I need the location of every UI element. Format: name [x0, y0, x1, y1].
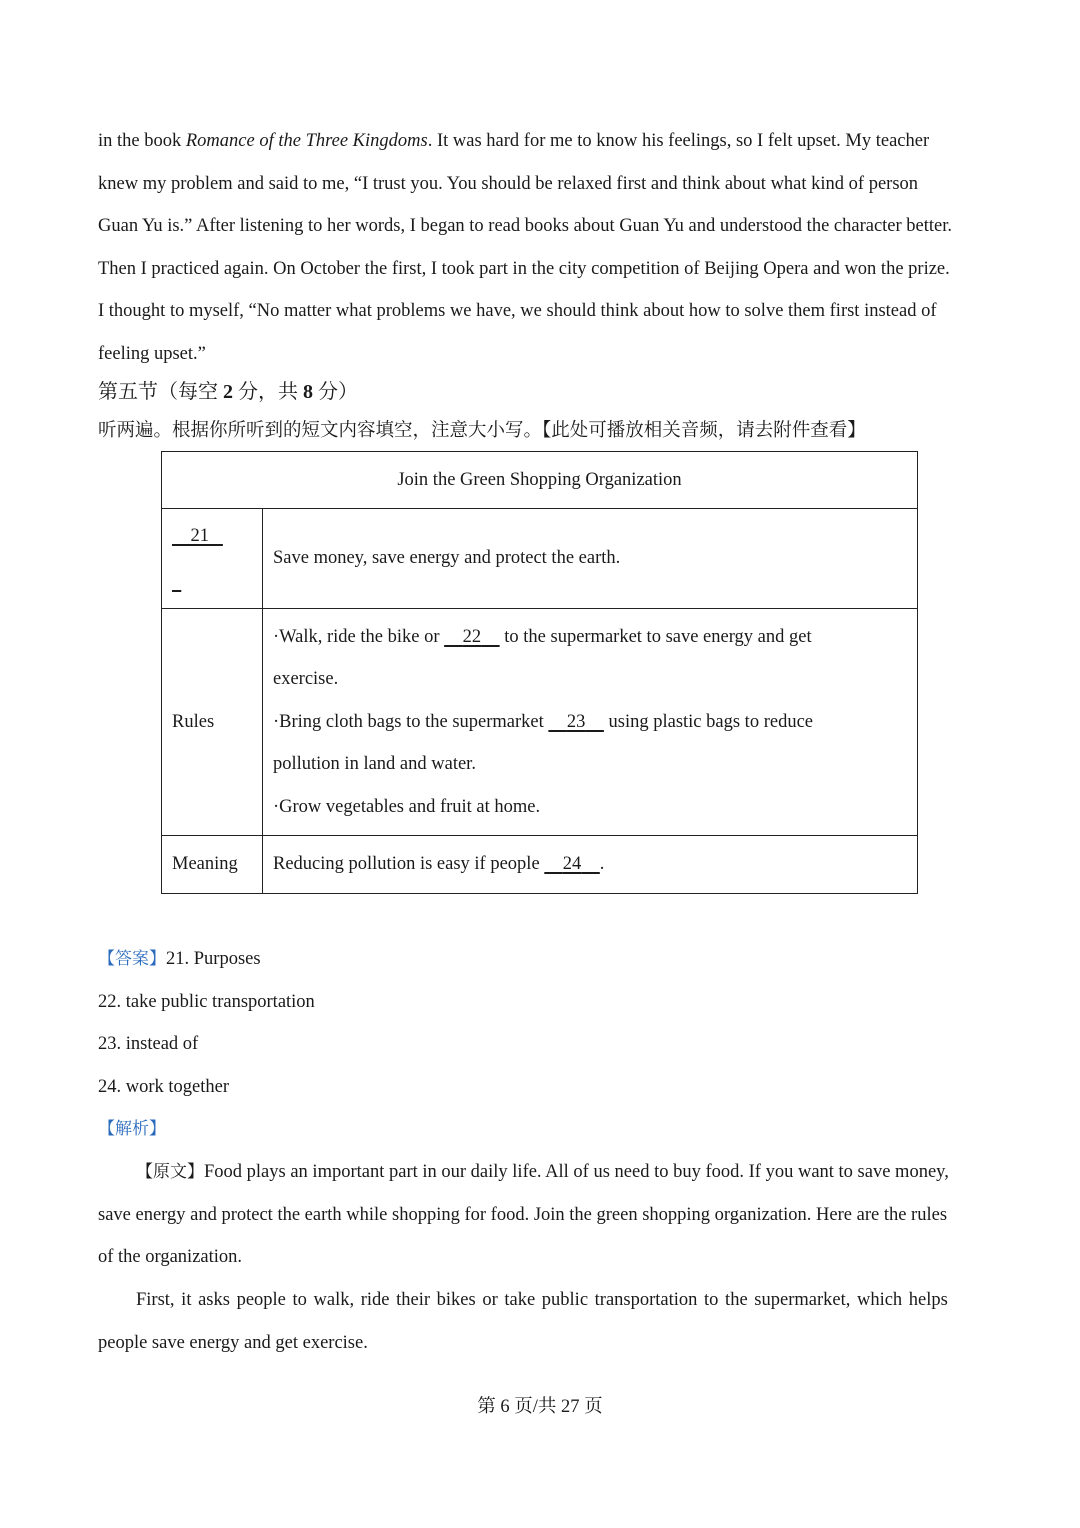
rule-text: ·Bring cloth bags to the supermarket: [273, 711, 549, 732]
blank-number: 21: [190, 525, 209, 546]
blank-number: 23: [566, 711, 586, 732]
original-text-paragraph-2: [98, 1279, 984, 1364]
heading-text: 分，共: [233, 381, 303, 403]
rule-item-continuation: pollution in land and water.: [273, 754, 476, 775]
blank-21-cell: [162, 509, 263, 609]
original-line: people save energy and get exercise.: [98, 1332, 368, 1353]
section-instruction: 听两遍。根据你所听到的短文内容填空，注意大小写。【此处可播放相关音频，请去附件查看】: [98, 421, 866, 441]
blank-22: [444, 627, 500, 647]
meaning-sentence: .: [599, 854, 605, 874]
answer-23: 23. instead of: [98, 1034, 199, 1055]
points-per-blank: 2: [223, 381, 233, 403]
original-line: save energy and protect the earth while shopping for food. Join the green shopping organization. Here are the rules: [98, 1204, 948, 1225]
story-line: knew my problem and said to me, “I trust you. You should be relaxed first and think about what kind of person: [98, 173, 919, 194]
table-title: Join the Green Shopping Organization: [162, 452, 918, 509]
rule-text: using plastic bags to reduce: [603, 711, 813, 732]
analysis-heading: [98, 1108, 166, 1151]
original-line: [98, 1151, 984, 1194]
story-line: Then I practiced again. On October the first, I took part in the city competition of Beijing Opera and won the prize.: [98, 258, 950, 279]
original-text: Food plays an important part in our daily life. All of us need to buy food. If you want to save money,: [204, 1162, 949, 1182]
table-title-row: [162, 452, 918, 509]
blank-number: 22: [462, 626, 482, 647]
original-line: of the organization.: [98, 1247, 243, 1268]
rules-label: Rules: [162, 609, 263, 836]
rule-item: [273, 701, 907, 744]
original-line: First, it asks people to walk, ride their bikes or take public transportation to the supermarket, which helps: [136, 1290, 948, 1310]
original-text-paragraph-1: [98, 1151, 984, 1279]
purpose-text: Save money, save energy and protect the earth.: [263, 509, 918, 609]
rule-item-continuation: exercise.: [273, 669, 339, 690]
story-paragraph: [98, 120, 984, 376]
original-tag: 【原文】: [136, 1162, 204, 1182]
rules-list: [263, 609, 918, 836]
page-number: 第 6 页/共 27 页: [477, 1397, 603, 1417]
table-row: [162, 836, 918, 894]
blank-21-continuation: [172, 572, 181, 592]
story-text: in the book: [98, 131, 186, 151]
answer-21: 21. Purposes: [166, 949, 261, 969]
table-row: [162, 509, 918, 609]
blank-23: [548, 712, 604, 732]
blank-24: [544, 854, 600, 874]
story-line: I thought to myself, “No matter what problems we have, we should think about how to solve them first instead of: [98, 301, 937, 322]
rule-item: ·Grow vegetables and fruit at home.: [273, 796, 541, 817]
answer-tag: 【答案】: [98, 949, 166, 969]
meaning-label: Meaning: [162, 836, 263, 894]
answer-24: 24. work together: [98, 1076, 230, 1097]
fill-in-table: [161, 451, 918, 894]
heading-text: 分）: [313, 381, 358, 403]
heading-text: 第五节（每空: [98, 381, 223, 403]
story-line: [98, 120, 984, 163]
blank-number: 24: [562, 854, 582, 874]
total-points: 8: [303, 381, 313, 403]
meaning-text: [263, 836, 918, 894]
story-line: feeling upset.”: [98, 343, 206, 364]
table-row: [162, 609, 918, 836]
answer-22: 22. take public transportation: [98, 991, 315, 1012]
meaning-sentence: Reducing pollution is easy if people: [273, 854, 545, 874]
rule-item: [273, 616, 907, 659]
story-text: . It was hard for me to know his feelings, so I felt upset. My teacher: [427, 131, 930, 151]
rule-text: to the supermarket to save energy and get: [499, 626, 812, 647]
blank-21: [172, 526, 223, 546]
section-heading: [98, 378, 358, 406]
story-line: Guan Yu is.” After listening to her words, I began to read books about Guan Yu and understood the character better.: [98, 216, 953, 237]
answer-line: [98, 938, 315, 981]
analysis-tag: 【解析】: [98, 1119, 166, 1139]
rule-text: ·Walk, ride the bike or: [273, 626, 445, 647]
answer-block: [98, 938, 315, 1108]
book-title: Romance of the Three Kingdoms: [185, 131, 428, 151]
